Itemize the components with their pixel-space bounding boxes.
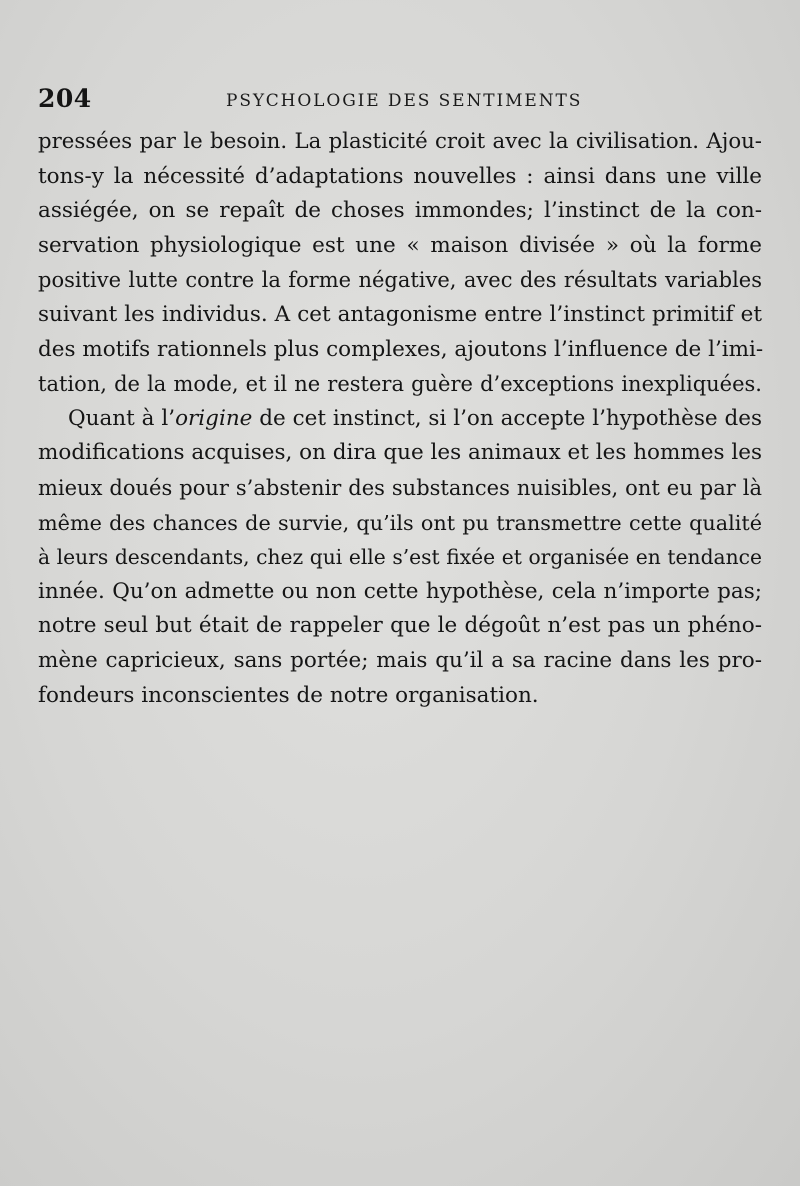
text-line: tons-y la nécessité d’adaptations nouvelles : ainsi dans une ville xyxy=(38,163,762,189)
text-line: mieux doués pour s’abstenir des substances nuisibles, ont eu par là xyxy=(38,475,762,500)
body-text xyxy=(38,125,762,713)
text-line: suivant les individus. A cet antagonisme entre l’instinct primitif et xyxy=(38,301,762,327)
text-line-last: fondeurs inconscientes de notre organisation. xyxy=(38,682,539,708)
text-line: positive lutte contre la forme négative, avec des résultats variables xyxy=(38,268,762,293)
text-line: même des chances de survie, qu’ils ont pu transmettre cette qualité xyxy=(38,510,762,535)
text-line: tation, de la mode, et il ne restera guère d’exceptions inexpliquées. xyxy=(38,372,762,397)
text-run: de cet instinct, si l’on accepte l’hypothèse des xyxy=(252,405,763,431)
paragraph-2 xyxy=(38,402,762,713)
text-line: notre seul but était de rappeler que le dégoût n’est pas un phéno- xyxy=(38,613,762,639)
text-line: des motifs rationnels plus complexes, ajoutons l’influence de l’imi- xyxy=(38,336,764,362)
text-line: à leurs descendants, chez qui elle s’est fixée et organisée en tendance xyxy=(38,545,762,570)
text-line: modifications acquises, on dira que les animaux et les hommes les xyxy=(38,440,762,466)
text-line: servation physiologique est une « maison divisée » où la forme xyxy=(38,232,762,258)
text-line: assiégée, on se repaît de choses immondes; l’instinct de la con- xyxy=(38,198,762,224)
running-title: PSYCHOLOGIE DES SENTIMENTS xyxy=(226,91,583,111)
text-line: innée. Qu’on admette ou non cette hypothèse, cela n’importe pas; xyxy=(38,578,762,604)
emphasized-word: origine xyxy=(175,405,253,431)
paragraph-1 xyxy=(38,125,762,402)
text-run: Quant à l’ xyxy=(68,405,176,431)
text-line: mène capricieux, sans portée; mais qu’il a sa racine dans les pro- xyxy=(38,647,762,673)
text-line: pressées par le besoin. La plasticité croit avec la civilisation. Ajou- xyxy=(38,129,762,154)
text-line-first xyxy=(38,402,762,437)
page-number: 204 xyxy=(38,84,92,113)
